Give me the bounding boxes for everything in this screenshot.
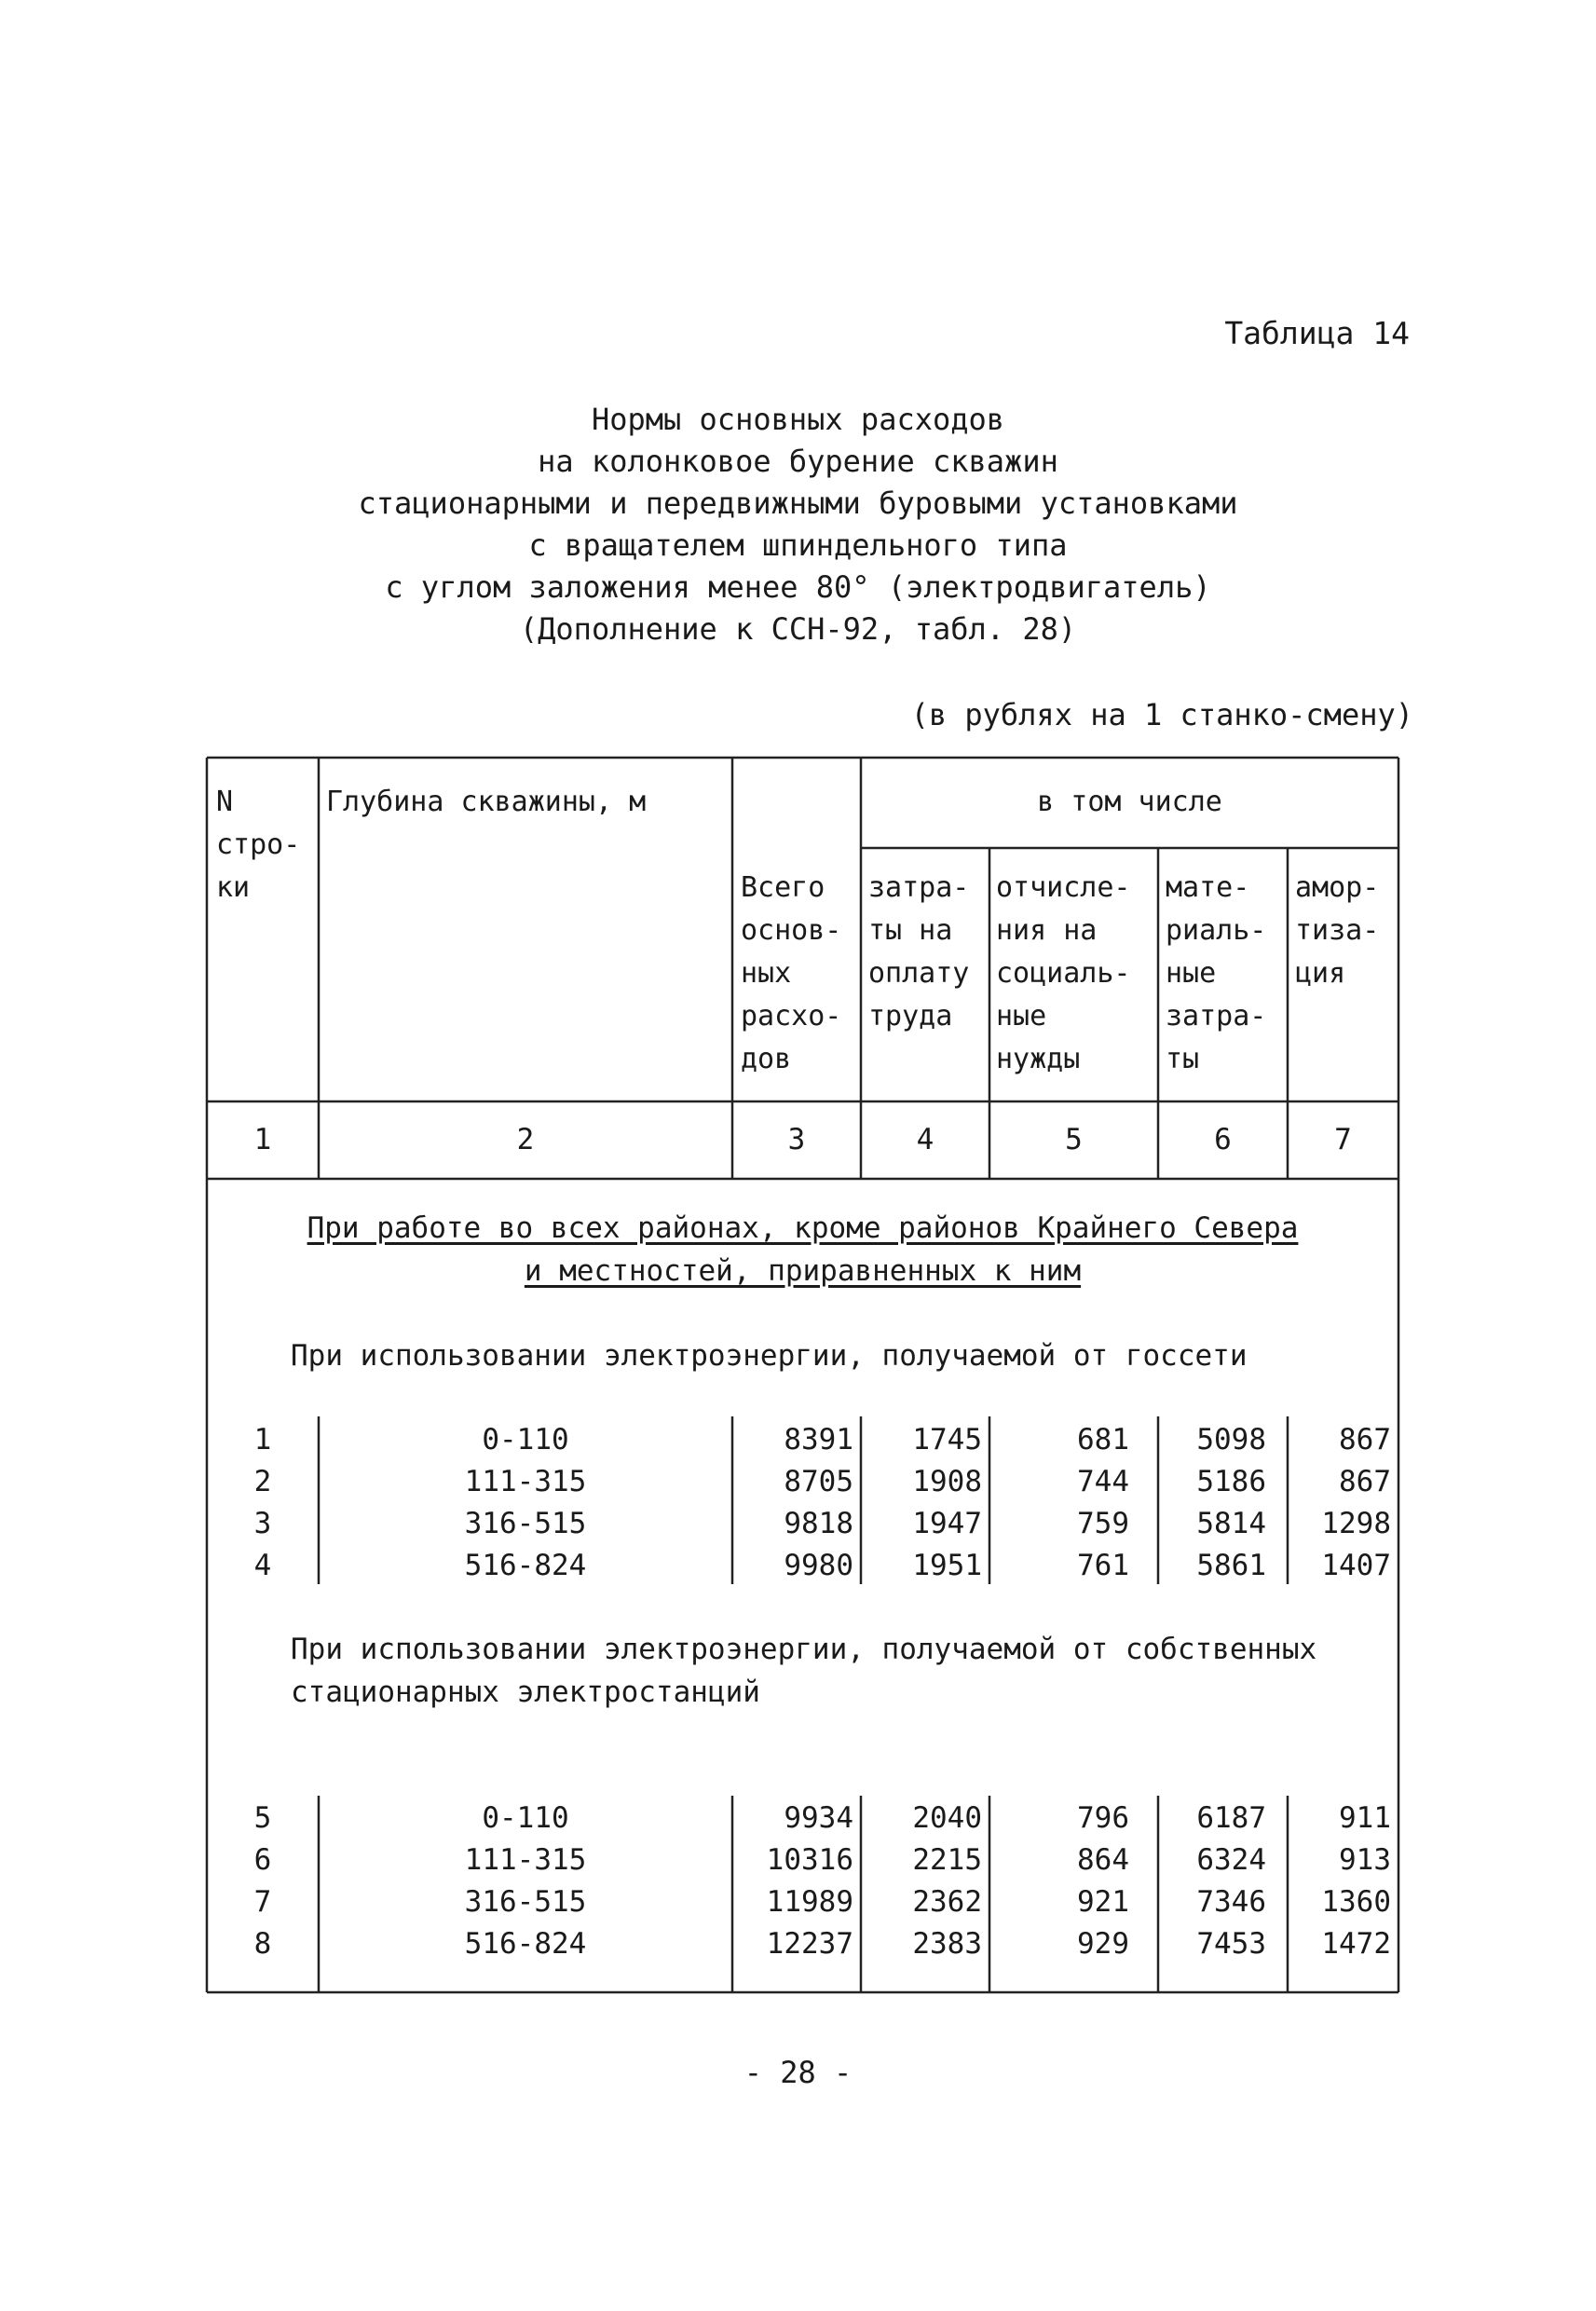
header-social xyxy=(996,867,1131,1081)
cell-social: 921 xyxy=(1077,1885,1129,1919)
cell-total: 11989 xyxy=(766,1885,853,1919)
cell-amortization: 1298 xyxy=(1321,1507,1391,1540)
cell-depth: 516-824 xyxy=(464,1549,587,1582)
cell-social: 929 xyxy=(1077,1927,1129,1961)
cell-row-number: 8 xyxy=(253,1927,272,1961)
cell-materials: 6187 xyxy=(1196,1801,1266,1835)
cell-row-number: 4 xyxy=(253,1549,272,1582)
header-text: ния на xyxy=(996,914,1098,947)
title-line: на колонковое бурение скважин xyxy=(538,444,1058,479)
section-heading: При использовании электроэнергии, получаемой от собственных xyxy=(291,1633,1317,1666)
title-line: стационарными и передвижными буровыми установками xyxy=(358,485,1238,521)
cell-amortization: 911 xyxy=(1339,1801,1391,1835)
header-text: дов xyxy=(741,1043,792,1075)
header-text: Всего xyxy=(741,871,825,904)
cell-total: 9818 xyxy=(784,1507,853,1540)
cell-row-number: 2 xyxy=(253,1465,272,1498)
section-heading: стационарных электростанций xyxy=(291,1675,760,1709)
cell-amortization: 1472 xyxy=(1321,1927,1391,1961)
cell-depth: 0-110 xyxy=(482,1801,569,1835)
title-line: Нормы основных расходов xyxy=(591,402,1005,437)
cell-materials: 7453 xyxy=(1196,1927,1266,1961)
cell-total: 8705 xyxy=(784,1465,853,1498)
table-label: Таблица 14 xyxy=(1224,315,1410,351)
cell-labor: 2215 xyxy=(912,1843,982,1877)
header-text: мате- xyxy=(1166,871,1250,904)
region-heading-line: При работе во всех районах, кроме районов Крайнего Севера xyxy=(307,1211,1299,1245)
header-text: стро- xyxy=(216,828,301,861)
header-amortization xyxy=(1295,867,1379,995)
header-text: N xyxy=(216,786,234,818)
title-line: с углом заложения менее 80° (электродвигатель) xyxy=(385,569,1211,605)
cell-total: 9980 xyxy=(784,1549,853,1582)
cell-amortization: 867 xyxy=(1339,1423,1391,1456)
cell-total: 8391 xyxy=(784,1423,853,1456)
header-text: социаль- xyxy=(996,957,1131,990)
header-text: риаль- xyxy=(1166,914,1267,947)
cell-depth: 111-315 xyxy=(464,1843,587,1877)
header-depth: Глубина скважины, м xyxy=(326,786,647,818)
cell-depth: 316-515 xyxy=(464,1885,587,1919)
region-heading-line: и местностей, приравненных к ним xyxy=(524,1254,1082,1288)
header-materials xyxy=(1166,867,1266,1081)
cell-depth: 0-110 xyxy=(482,1423,569,1456)
cell-labor: 1908 xyxy=(912,1465,982,1498)
header-text: амор- xyxy=(1295,871,1380,904)
cell-materials: 6324 xyxy=(1196,1843,1266,1877)
cell-depth: 111-315 xyxy=(464,1465,587,1498)
cell-row-number: 1 xyxy=(253,1423,272,1456)
cell-depth: 316-515 xyxy=(464,1507,587,1540)
cell-row-number: 5 xyxy=(253,1801,272,1835)
cell-social: 761 xyxy=(1077,1549,1129,1582)
cell-row-number: 3 xyxy=(253,1507,272,1540)
header-text: затра- xyxy=(868,871,970,904)
cell-materials: 5098 xyxy=(1196,1423,1266,1456)
column-number: 5 xyxy=(1065,1123,1083,1156)
cell-labor: 2362 xyxy=(912,1885,982,1919)
header-text: нужды xyxy=(996,1043,1081,1075)
column-number: 6 xyxy=(1214,1123,1232,1156)
cell-amortization: 1407 xyxy=(1321,1549,1391,1582)
header-text: ные xyxy=(996,1000,1047,1032)
cell-labor: 2383 xyxy=(912,1927,982,1961)
section-heading: При использовании электроэнергии, получаемой от госсети xyxy=(291,1339,1248,1373)
header-text: ных xyxy=(741,957,792,990)
cell-total: 9934 xyxy=(784,1801,853,1835)
cell-total: 12237 xyxy=(766,1927,853,1961)
cell-materials: 5186 xyxy=(1196,1465,1266,1498)
cell-social: 744 xyxy=(1077,1465,1129,1498)
cell-social: 759 xyxy=(1077,1507,1129,1540)
header-text: затра- xyxy=(1166,1000,1267,1032)
header-text: труда xyxy=(868,1000,953,1032)
header-text: отчисле- xyxy=(996,871,1131,904)
cell-social: 681 xyxy=(1077,1423,1129,1456)
cell-amortization: 913 xyxy=(1339,1843,1391,1877)
header-text: оплату xyxy=(868,957,970,990)
header-labor xyxy=(868,867,969,1038)
column-number: 4 xyxy=(916,1123,934,1156)
header-text: ты xyxy=(1166,1043,1200,1075)
cell-labor: 2040 xyxy=(912,1801,982,1835)
title-line: (Дополнение к ССН-92, табл. 28) xyxy=(519,611,1077,647)
cell-materials: 5861 xyxy=(1196,1549,1266,1582)
cell-labor: 1745 xyxy=(912,1423,982,1456)
header-total xyxy=(741,867,841,1081)
column-number: 7 xyxy=(1334,1123,1352,1156)
header-text: расхо- xyxy=(741,1000,842,1032)
header-including: в том числе xyxy=(1037,786,1222,818)
cell-row-number: 7 xyxy=(253,1885,272,1919)
header-text: ция xyxy=(1295,957,1346,990)
column-number: 3 xyxy=(787,1123,806,1156)
units-note: (в рублях на 1 станко-смену) xyxy=(910,697,1413,732)
column-number: 1 xyxy=(253,1123,272,1156)
header-text: тиза- xyxy=(1295,914,1380,947)
cell-labor: 1951 xyxy=(912,1549,982,1582)
cell-social: 864 xyxy=(1077,1843,1129,1877)
header-text: ки xyxy=(216,871,251,904)
column-number: 2 xyxy=(516,1123,535,1156)
cell-amortization: 867 xyxy=(1339,1465,1391,1498)
cell-social: 796 xyxy=(1077,1801,1129,1835)
header-text: ные xyxy=(1166,957,1217,990)
cell-labor: 1947 xyxy=(912,1507,982,1540)
page-number: - 28 - xyxy=(743,2055,853,2090)
cell-total: 10316 xyxy=(766,1843,853,1877)
cell-depth: 516-824 xyxy=(464,1927,587,1961)
cell-amortization: 1360 xyxy=(1321,1885,1391,1919)
header-text: ты на xyxy=(868,914,953,947)
cell-materials: 5814 xyxy=(1196,1507,1266,1540)
title-line: с вращателем шпиндельного типа xyxy=(528,527,1068,563)
cell-materials: 7346 xyxy=(1196,1885,1266,1919)
cell-row-number: 6 xyxy=(253,1843,272,1877)
header-text: основ- xyxy=(741,914,842,947)
header-row-number xyxy=(216,781,300,909)
